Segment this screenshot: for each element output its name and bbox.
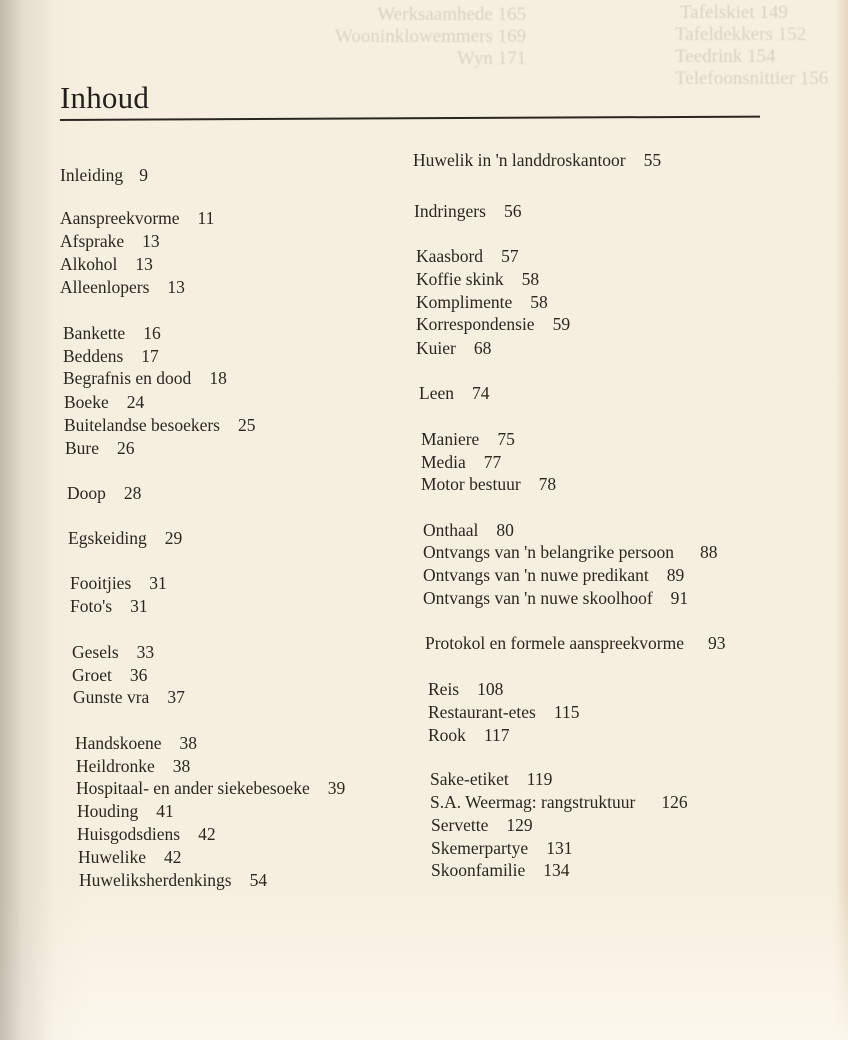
toc-entry-page: 24	[126, 392, 145, 412]
toc-entry-label: Alkohol	[60, 254, 118, 274]
toc-entry-page: 11	[197, 208, 215, 228]
toc-entry-page: 37	[167, 687, 185, 707]
toc-entry-label: Komplimente	[416, 292, 513, 312]
toc-entry[interactable]	[60, 253, 153, 275]
toc-entry-label: Groet	[72, 665, 112, 685]
toc-entry[interactable]	[431, 837, 572, 859]
toc-entry-label: Egskeiding	[68, 528, 147, 548]
toc-entry-page: 31	[130, 596, 148, 616]
toc-entry-page: 126	[661, 792, 688, 812]
toc-entry-page: 91	[670, 588, 689, 608]
bleed-line: Wyn 171	[457, 48, 527, 69]
toc-entry[interactable]	[428, 724, 510, 746]
toc-entry-page: 74	[471, 383, 490, 403]
bleed-line: Telefoonsnittier 156	[675, 68, 829, 89]
toc-entry[interactable]	[425, 632, 726, 654]
toc-entry[interactable]	[413, 149, 661, 171]
toc-entry[interactable]	[423, 564, 684, 586]
toc-entry-label: Kaasbord	[416, 246, 484, 266]
toc-entry-page: 115	[553, 702, 580, 722]
title-rule	[60, 116, 760, 121]
toc-entry-label: Afsprake	[60, 231, 125, 251]
toc-entry-label: Houding	[77, 801, 139, 821]
toc-entry-label: Indringers	[414, 201, 486, 221]
toc-entry-page: 38	[172, 756, 191, 776]
toc-entry-label: Alleenlopers	[60, 277, 150, 297]
toc-entry[interactable]	[414, 200, 521, 222]
toc-entry-page: 89	[666, 565, 685, 585]
toc-entry-label: Gesels	[72, 642, 119, 662]
toc-entry[interactable]	[421, 451, 501, 473]
toc-entry-page: 33	[136, 642, 155, 662]
toc-entry-label: Reis	[428, 679, 460, 699]
toc-entry-label: Media	[421, 452, 466, 472]
toc-entry-page: 29	[164, 528, 183, 548]
toc-entry[interactable]	[421, 428, 515, 450]
toc-entry-label: Foto's	[70, 596, 113, 616]
toc-entry-page: 16	[143, 323, 161, 343]
toc-entry[interactable]	[419, 382, 489, 404]
toc-entry-label: Bure	[65, 438, 100, 458]
toc-entry-label: Motor bestuur	[421, 474, 521, 494]
toc-entry[interactable]	[428, 701, 579, 723]
toc-entry-label: Huwelik in 'n landdroskantoor	[413, 150, 626, 170]
toc-entry-label: Skemerpartye	[431, 838, 529, 858]
toc-entry-page: 68	[473, 338, 492, 358]
toc-entry-page: 93	[708, 633, 726, 653]
toc-entry-page: 108	[477, 679, 504, 699]
toc-entry[interactable]	[77, 823, 216, 845]
bleed-line: Wooninklowemmers 169	[335, 26, 527, 47]
toc-entry-label: Leen	[419, 383, 454, 403]
toc-entry-label: Begrafnis en dood	[63, 368, 192, 388]
toc-entry-page: 13	[135, 254, 153, 274]
toc-entry-label: Servette	[431, 815, 489, 835]
toc-entry-label: S.A. Weermag: rangstruktuur	[430, 792, 636, 812]
toc-entry-label: Kuier	[416, 338, 456, 358]
page-title: Inhoud	[60, 80, 150, 115]
toc-entry-label: Huisgodsdiens	[77, 824, 181, 844]
toc-entry-page: 26	[117, 438, 135, 458]
toc-entry[interactable]	[416, 337, 491, 359]
toc-entry-label: Aanspreekvorme	[60, 208, 180, 228]
toc-entry-page: 75	[497, 429, 515, 449]
toc-entry[interactable]	[73, 686, 185, 708]
toc-entry[interactable]	[64, 414, 256, 436]
toc-entry-page: 131	[546, 838, 573, 858]
toc-entry-page: 58	[521, 269, 540, 289]
toc-entry[interactable]	[421, 473, 556, 495]
toc-entry[interactable]	[63, 367, 227, 389]
toc-entry-label: Hospitaal- en ander siekebesoeke	[76, 778, 310, 798]
toc-entry-label: Heildronke	[76, 756, 155, 776]
toc-entry-label: Koffie skink	[416, 269, 504, 289]
toc-entry-label: Rook	[428, 725, 466, 745]
toc-entry-page: 134	[543, 860, 570, 880]
toc-entry[interactable]	[423, 541, 718, 563]
toc-entry-page: 31	[149, 573, 167, 593]
toc-entry[interactable]	[76, 755, 190, 777]
toc-entry[interactable]	[428, 678, 503, 700]
toc-entry-label: Huwelike	[78, 847, 147, 867]
toc-entry-page: 38	[179, 733, 198, 753]
toc-entry-label: Maniere	[421, 429, 480, 449]
toc-entry-label: Protokol en formele aanspreekvorme	[425, 633, 685, 653]
toc-entry-page: 18	[209, 368, 227, 388]
toc-entry[interactable]	[68, 527, 182, 549]
toc-entry[interactable]	[70, 595, 148, 617]
toc-entry-label: Ontvangs van 'n belangrike persoon	[423, 542, 675, 562]
bleed-line: Tafeldekkers 152	[675, 24, 807, 45]
toc-entry-label: Fooitjies	[70, 573, 132, 593]
bleed-line: Werksaamhede 165	[377, 4, 527, 25]
toc-entry-page: 58	[530, 292, 548, 312]
toc-entry[interactable]	[431, 814, 533, 836]
toc-entry-page: 54	[249, 870, 268, 890]
toc-entry-label: Buitelandse besoekers	[64, 415, 220, 435]
toc-entry-label: Ontvangs van 'n nuwe skoolhoof	[423, 588, 653, 608]
toc-entry[interactable]	[77, 800, 174, 822]
toc-entry-page: 13	[142, 231, 160, 251]
toc-entry-page: 36	[129, 665, 148, 685]
toc-entry-page: 78	[538, 474, 557, 494]
bleed-line: Teedrink 154	[675, 46, 776, 67]
toc-entry[interactable]	[416, 245, 519, 267]
toc-entry-label: Restaurant-etes	[428, 702, 536, 722]
toc-entry-label: Gunste vra	[73, 687, 150, 707]
toc-entry-label: Bankette	[63, 323, 126, 343]
toc-entry[interactable]	[60, 164, 148, 186]
toc-entry[interactable]	[72, 641, 154, 663]
toc-entry[interactable]	[60, 230, 160, 252]
toc-entry[interactable]	[430, 768, 552, 790]
toc-entry-page: 55	[643, 150, 662, 170]
toc-entry-label: Boeke	[64, 392, 109, 412]
toc-entry[interactable]	[416, 313, 570, 335]
toc-entry-label: Korrespondensie	[416, 314, 535, 334]
toc-entry-page: 77	[483, 452, 502, 472]
toc-entry-page: 80	[496, 520, 514, 540]
toc-entry[interactable]	[75, 732, 197, 754]
toc-entry[interactable]	[76, 777, 345, 799]
toc-entry-page: 25	[238, 415, 256, 435]
toc-entry[interactable]	[60, 207, 214, 229]
toc-entry-label: Inleiding	[60, 165, 124, 185]
toc-entry-label: Ontvangs van 'n nuwe predikant	[423, 565, 649, 585]
toc-entry-page: 13	[167, 277, 185, 297]
toc-entry-page: 119	[526, 769, 553, 789]
toc-entry[interactable]	[416, 268, 539, 290]
toc-entry[interactable]	[431, 859, 570, 881]
toc-entry-page: 28	[123, 483, 142, 503]
toc-entry[interactable]	[416, 291, 548, 313]
toc-entry[interactable]	[78, 846, 182, 868]
toc-entry-page: 42	[164, 847, 182, 867]
toc-entry[interactable]	[430, 791, 688, 813]
toc-entry[interactable]	[423, 519, 514, 541]
toc-entry[interactable]	[60, 276, 185, 298]
toc-entry[interactable]	[67, 482, 141, 504]
bleed-line: Tafelskiet 149	[680, 2, 788, 23]
toc-entry-page: 117	[483, 725, 510, 745]
toc-entry[interactable]	[63, 322, 161, 344]
toc-entry[interactable]	[64, 391, 144, 413]
toc-entry[interactable]	[72, 664, 147, 686]
toc-entry-label: Skoonfamilie	[431, 860, 526, 880]
toc-entry[interactable]	[70, 572, 167, 594]
toc-entry-page: 9	[139, 165, 148, 185]
toc-entry-page: 17	[141, 346, 159, 366]
toc-entry-page: 129	[506, 815, 533, 835]
toc-entry-page: 41	[156, 801, 174, 821]
bleed-through-text-right	[450, 2, 828, 90]
toc-entry[interactable]	[65, 437, 135, 459]
toc-entry-page: 57	[501, 246, 519, 266]
toc-entry-label: Beddens	[63, 346, 124, 366]
toc-entry-label: Sake-etiket	[430, 769, 509, 789]
toc-entry-label: Onthaal	[423, 520, 479, 540]
toc-entry[interactable]	[63, 345, 159, 367]
toc-entry-label: Handskoene	[75, 733, 162, 753]
toc-entry-page: 39	[327, 778, 346, 798]
toc-entry-page: 59	[552, 314, 571, 334]
toc-entry-label: Huweliksherdenkings	[79, 870, 232, 890]
toc-entry[interactable]	[423, 587, 688, 609]
toc-entry[interactable]	[79, 869, 267, 891]
toc-entry-label: Doop	[67, 483, 106, 503]
toc-entry-page: 88	[700, 542, 718, 562]
toc-entry-page: 42	[198, 824, 216, 844]
toc-entry-page: 56	[503, 201, 522, 221]
